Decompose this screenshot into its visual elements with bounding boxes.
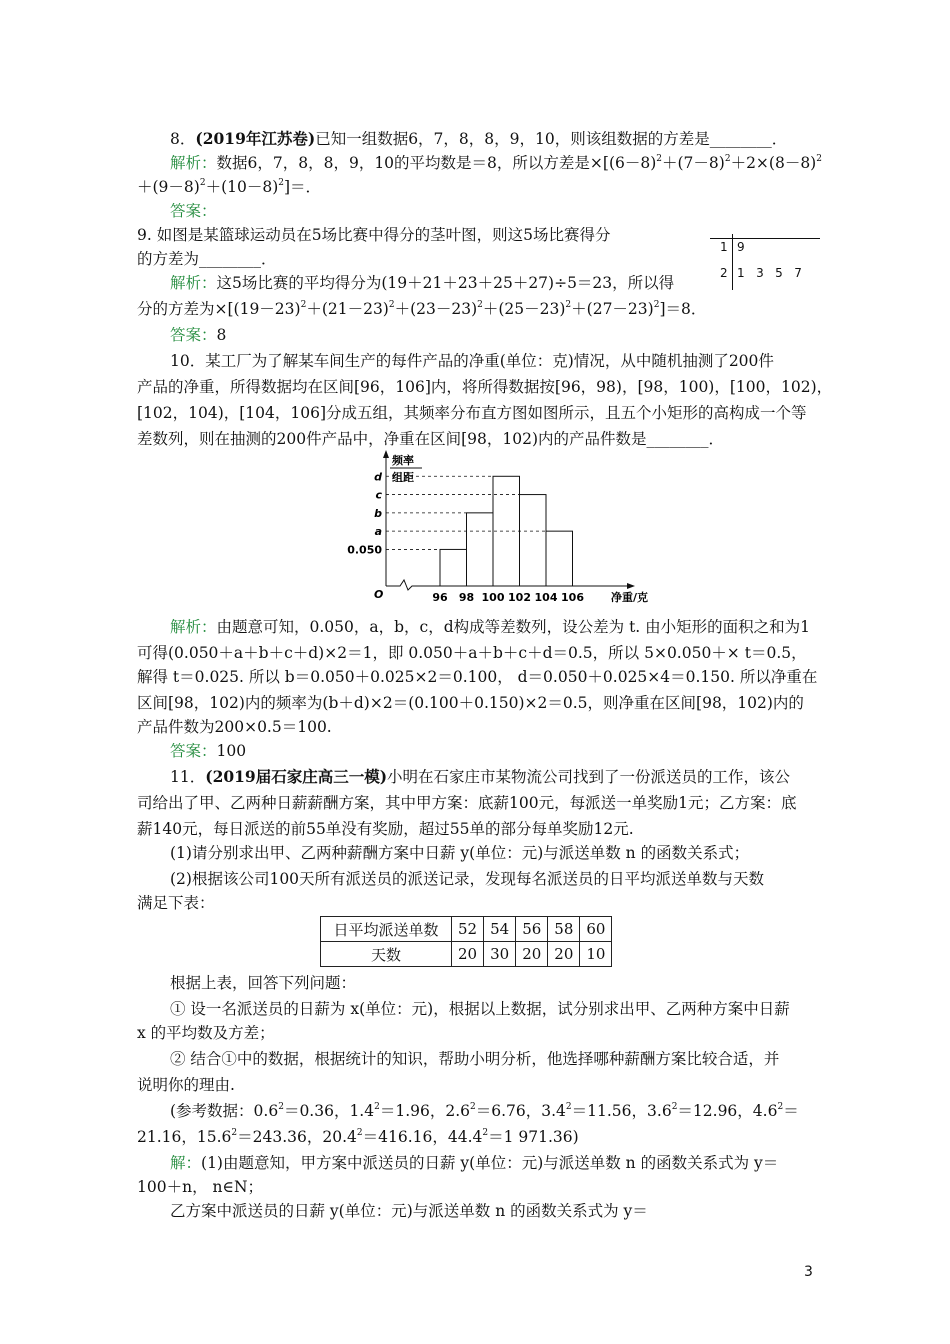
- x-tick-label: 102: [508, 591, 531, 604]
- frequency-histogram: [342, 448, 649, 608]
- q8-answer: 答案：: [170, 202, 217, 220]
- q11-part-1: (1)请分别求出甲、乙两种薪酬方案中日薪 y(单位：元)与派送单数 n 的函数关系式；: [170, 844, 750, 862]
- q11-part-2-line-1: (2)根据该公司100天所有派送员的派送记录，发现每名派送员的日平均派送单数与天数: [170, 870, 765, 888]
- table-cell: 10: [580, 942, 612, 967]
- table-cell: 20: [452, 942, 484, 967]
- q9-question-line-1: 9. 如图是某篮球运动员在5场比赛中得分的茎叶图，则这5场比赛得分: [137, 226, 611, 244]
- q11-solution-line-3: 乙方案中派送员的日薪 y(单位：元)与派送单数 n 的函数关系式为 y＝: [170, 1202, 648, 1220]
- q11-table-after: 根据上表，回答下列问题：: [170, 974, 357, 992]
- y-tick-label: b: [374, 506, 382, 520]
- delivery-table: [320, 916, 612, 967]
- q11-reference-line-2: 21.16，$15.6^2=243.36$，$20.4^2=416.16$，$44.4^2=1$ 971.36): [137, 1128, 579, 1146]
- q10-question-line-4: 差数列，则在抽测的200件产品中，净重在区间[98，102)内的产品件数是________．: [137, 430, 724, 448]
- table-cell: 20: [548, 942, 580, 967]
- q10-analysis-line-4: 区间[98，102)内的频率为(b＋d)×2＝(0.100＋0.150)×2＝0.5，则净重在区间[98，102)内的: [137, 694, 804, 712]
- y-label-bottom: 组距: [392, 471, 414, 484]
- y-label-top: 频率: [392, 454, 414, 467]
- stem-leaf-top-rule: [710, 238, 820, 239]
- leaf-row-1: 9: [737, 240, 745, 254]
- q9-answer: 答案：8: [170, 326, 227, 344]
- q11-solution-line-2: 100＋n， n∈N；: [137, 1178, 264, 1196]
- stem-leaf-divider: [732, 234, 733, 290]
- table-cell: 30: [484, 942, 516, 967]
- table-cell: 58: [548, 917, 580, 942]
- table-row-label: 天数: [321, 942, 452, 967]
- table-cell: 60: [580, 917, 612, 942]
- q10-analysis-line-5: 产品件数为200×0.5＝100.: [137, 718, 332, 736]
- x-tick-label: 106: [561, 591, 584, 604]
- histogram-bar: [546, 531, 573, 586]
- q9-analysis-line-1: 解析：这5场比赛的平均得分为(19＋21＋23＋25＋27)÷5＝23，所以得: [170, 274, 675, 292]
- x-axis-arrow: [627, 583, 635, 589]
- y-tick-label: d: [374, 470, 382, 484]
- q11-sub2-line-1: ② 结合①中的数据，根据统计的知识，帮助小明分析，他选择哪种薪酬方案比较合适，并: [170, 1050, 780, 1068]
- q11-question-line-3: 薪140元，每日派送的前55单没有奖励，超过55单的部分每单奖励12元.: [137, 820, 634, 838]
- q11-reference-line-1: (参考数据：$0.6^2=0.36$，$1.4^2=1.96$，$2.6^2=6.76$，$3.4^2=11.56$，$3.6^2=12.96$，$4.6^2=$: [170, 1102, 799, 1120]
- x-tick-label: 104: [534, 591, 558, 604]
- q11-part-2-line-2: 满足下表：: [137, 894, 215, 912]
- table-cell: 20: [516, 942, 548, 967]
- q10-analysis-line-1: 解析：由题意可知，0.050，a，b，c，d构成等差数列，设公差为 t. 由小矩形的面积之和为1: [170, 618, 811, 636]
- stem-1: 1: [720, 240, 728, 254]
- q10-analysis-line-3: 解得 t＝0.025. 所以 b＝0.050＋0.025×2＝0.100， d＝0.050＋0.025×4＝0.150. 所以净重在: [137, 668, 818, 686]
- y-tick-label: a: [374, 525, 382, 539]
- histogram-bar: [520, 495, 547, 586]
- x-tick-label: 98: [458, 591, 475, 604]
- table-cell: 52: [452, 917, 484, 942]
- table-cell: 54: [484, 917, 516, 942]
- page-number: 3: [804, 1264, 813, 1280]
- table-row-label: 日平均派送单数: [321, 917, 452, 942]
- y-axis-arrow: [383, 450, 389, 458]
- q8-question: 8．(2019年江苏卷)已知一组数据6，7，8，8，9，10，则该组数据的方差是________．: [170, 129, 788, 148]
- y-tick-label: 0.050: [347, 543, 382, 557]
- q8-analysis-line-1: 解析：数据6，7，8，8，9，10的平均数是＝8，所以方差是$\times[(6-8)^2+(7-8)^2+2\times(8-8)^2$: [170, 154, 822, 172]
- table-row: [321, 917, 612, 942]
- histogram-bar: [440, 549, 467, 586]
- q11-sub2-line-2: 说明你的理由.: [137, 1076, 235, 1094]
- stem-leaf-plot: [708, 228, 820, 290]
- histogram-bar: [467, 513, 494, 586]
- q9-analysis-line-2: 分的方差为$\times[(19-23)^2+(21-23)^2+(23-23)^2+(25-23)^2+(27-23)^2]=8$．: [137, 300, 707, 318]
- table-cell: 56: [516, 917, 548, 942]
- q10-answer: 答案：100: [170, 742, 247, 760]
- q11-solution-line-1: 解：(1)由题意知，甲方案中派送员的日薪 y(单位：元)与派送单数 n 的函数关系式为 y＝: [170, 1154, 779, 1172]
- q11-question-line-1: 11．(2019届石家庄高三一模)小明在石家庄市某物流公司找到了一份派送员的工作，该公: [170, 767, 791, 786]
- q10-question-line-3: [102，104)，[104，106]分成五组，其频率分布直方图如图所示，且五个小矩形的高构成一个等: [137, 404, 807, 422]
- q9-question-line-2: 的方差为________．: [137, 250, 277, 268]
- q11-question-line-2: 司给出了甲、乙两种日薪薪酬方案，其中甲方案：底薪100元，每派送一单奖励1元；乙方案：底: [137, 794, 797, 812]
- x-tick-label: 96: [432, 591, 448, 604]
- q10-question-line-2: 产品的净重，所得数据均在区间[96，106]内，将所得数据按[96，98)，[98，100)，[100，102)，: [137, 378, 833, 396]
- q11-sub1-line-1: ① 设一名派送员的日薪为 x(单位：元)，根据以上数据，试分别求出甲、乙两种方案中日薪: [170, 1000, 790, 1018]
- q10-question-line-1: 10．某工厂为了解某车间生产的每件产品的净重(单位：克)情况，从中随机抽测了200件: [170, 352, 774, 370]
- table-row: [321, 942, 612, 967]
- x-axis-label: 净重/克: [611, 591, 649, 604]
- origin-label: O: [374, 588, 384, 601]
- q8-analysis-line-2: $+(9-8)^2+(10-8)^2]=$．: [137, 178, 322, 196]
- x-tick-label: 100: [481, 591, 505, 604]
- q10-analysis-line-2: 可得(0.050＋a＋b＋c＋d)×2＝1，即 0.050＋a＋b＋c＋d＝0.5，所以 5×0.050＋× t＝0.5，: [137, 644, 807, 662]
- y-tick-label: c: [375, 488, 382, 502]
- x-axis: [386, 580, 629, 590]
- stem-2: 2: [720, 266, 728, 280]
- q11-sub1-line-2: x 的平均数及方差；: [137, 1024, 275, 1042]
- leaf-row-2: 1 3 5 7: [737, 266, 802, 280]
